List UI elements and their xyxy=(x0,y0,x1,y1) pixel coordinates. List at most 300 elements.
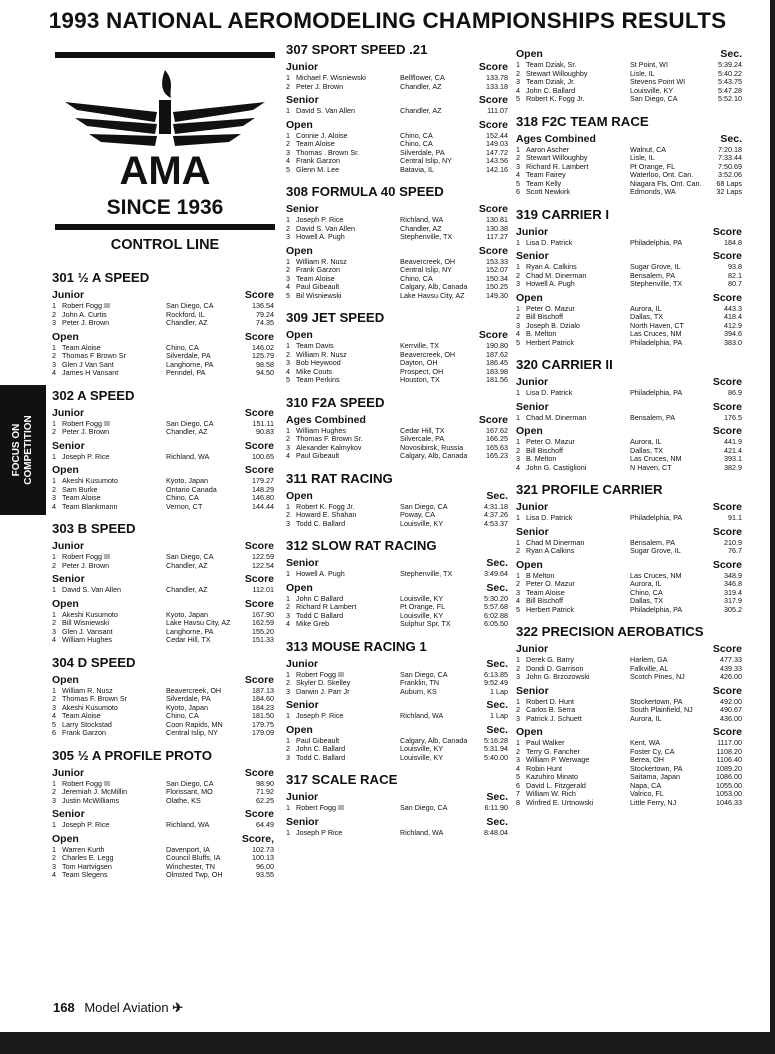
placing: 3 xyxy=(516,77,520,86)
side-tab-line1: FOCUS ON xyxy=(11,423,22,477)
event-block xyxy=(516,624,742,807)
placing: 3 xyxy=(516,279,520,288)
result-row xyxy=(52,619,274,628)
score-unit-label: Score xyxy=(244,597,274,610)
class-label: Senior xyxy=(286,94,319,106)
score-unit-label: Score xyxy=(478,118,508,131)
result-value: 8:48.04 xyxy=(484,827,508,837)
placing: 3 xyxy=(286,686,290,696)
contestant-location: Houston, TX xyxy=(400,376,440,384)
result-value: 187.62 xyxy=(486,349,508,359)
contestant-location: Niagara Fls, Ont. Can. xyxy=(630,179,702,188)
contestant-location: Franklin, TN xyxy=(400,679,440,687)
result-row xyxy=(516,322,742,331)
event-block xyxy=(286,639,508,763)
contestant-name: Stewart Willoughby xyxy=(526,154,588,162)
result-value: 5:52.10 xyxy=(718,94,742,103)
contestant-location: Falkville, AL xyxy=(630,664,669,673)
result-value: 93.8 xyxy=(728,262,742,271)
result-row xyxy=(286,351,508,360)
ama-logo xyxy=(55,52,275,230)
result-row xyxy=(516,61,742,70)
contestant-location: Louisville, KY xyxy=(400,594,444,603)
score-unit-label: Score, xyxy=(241,832,274,845)
contestant-location: Lisle, IL xyxy=(630,154,655,162)
contestant-location: Batavia, IL xyxy=(400,165,434,174)
score-unit-label: Sec. xyxy=(720,132,742,145)
placing: 2 xyxy=(516,579,520,588)
class-header xyxy=(516,401,742,413)
contestant-name: Paul Gibeault xyxy=(296,452,340,460)
contestant-name: Michael F. Wisniewski xyxy=(296,74,366,82)
contestant-location: Stevens Point WI xyxy=(630,78,686,86)
contestant-name: Team Dziak, Jr. xyxy=(526,78,576,86)
result-row xyxy=(286,745,508,754)
class-group xyxy=(52,289,274,328)
contestant-location: St Point, WI xyxy=(630,61,668,69)
event-title: 320 CARRIER II xyxy=(516,357,613,372)
class-header xyxy=(286,791,508,803)
contestant-location: Langhorne, PA xyxy=(166,360,214,369)
score-unit-label: Score xyxy=(478,203,508,215)
contestant-location: San Diego, CA xyxy=(400,502,448,511)
contestant-name: Peter J. Brown xyxy=(62,428,110,436)
score-unit-label: Sec. xyxy=(486,815,508,828)
result-value: 93.55 xyxy=(256,870,274,879)
class-header xyxy=(52,833,274,845)
placing: 5 xyxy=(286,290,290,300)
class-group xyxy=(516,250,742,289)
score-unit-label: Score xyxy=(712,684,742,697)
contestant-location: Chandler, AZ xyxy=(166,319,208,327)
class-header xyxy=(52,573,274,585)
result-row xyxy=(516,782,742,791)
placing: 3 xyxy=(516,587,520,597)
result-row xyxy=(52,361,274,370)
contestant-name: Joseph P. Rice xyxy=(62,821,110,829)
result-row xyxy=(286,435,508,444)
left-wing-icon xyxy=(65,102,157,146)
result-row xyxy=(286,149,508,158)
placing: 1 xyxy=(286,215,290,224)
contestant-name: William R. Nusz xyxy=(296,350,347,359)
contestant-name: John C. Ballard xyxy=(526,86,576,95)
contestant-location: Louisville, KY xyxy=(400,753,444,762)
result-value: 1055.00 xyxy=(716,780,742,790)
placing: 3 xyxy=(52,318,56,327)
contestant-location: Philadelphia, PA xyxy=(630,238,683,247)
contestant-location: Langhorne, PA xyxy=(166,627,214,636)
contestant-location: Pt Orange, FL xyxy=(400,603,446,611)
result-value: 6:11.90 xyxy=(484,803,508,812)
result-value: 1086.00 xyxy=(716,772,742,781)
result-value: 74.35 xyxy=(256,318,274,327)
contestant-name: William R. Nusz xyxy=(62,686,113,695)
contestant-name: Joseph P. Rice xyxy=(62,452,110,461)
contestant-name: Joseph P Rice xyxy=(296,828,343,837)
contestant-name: Chad M. Dinerman xyxy=(526,413,587,422)
contestant-location: Cedar Hill, TX xyxy=(400,426,445,435)
result-value: 142.16 xyxy=(486,164,508,174)
contestant-name: Skyler D. Skelley xyxy=(296,679,351,687)
contestant-name: Chad M. Dinerman xyxy=(526,271,587,280)
placing: 4 xyxy=(516,596,520,605)
contestant-location: Scotch Pines, NJ xyxy=(630,673,685,681)
class-group xyxy=(286,61,508,91)
contestant-name: Ryan A. Calkins xyxy=(526,263,577,271)
placing: 2 xyxy=(52,309,56,319)
result-row xyxy=(286,107,508,116)
class-group xyxy=(52,540,274,570)
result-row xyxy=(286,688,508,697)
placing: 2 xyxy=(286,223,290,233)
placing: 2 xyxy=(516,153,520,162)
class-label: Ages Combined xyxy=(516,132,596,145)
result-value: 5:47.28 xyxy=(718,85,742,95)
contestant-name: Chad M Dinerman xyxy=(526,538,585,547)
class-label: Junior xyxy=(516,376,549,388)
result-row xyxy=(52,428,274,437)
class-group xyxy=(286,203,508,242)
contestant-name: Carlos B. Serra xyxy=(526,706,576,714)
contestant-name: Thomas . Brown Sr. xyxy=(296,148,360,157)
contestant-location: Pt Orange, FL xyxy=(630,162,676,171)
contestant-name: David S. Van Allen xyxy=(296,224,355,233)
placing: 1 xyxy=(286,803,290,812)
placing: 3 xyxy=(286,442,290,452)
result-row xyxy=(516,656,742,665)
placing: 2 xyxy=(52,560,56,570)
contestant-name: Warren Kurth xyxy=(62,845,105,854)
result-value: 146.80 xyxy=(252,493,274,502)
result-row xyxy=(516,748,742,757)
result-value: 152.07 xyxy=(486,265,508,274)
class-header xyxy=(516,376,742,388)
contestant-name: Charles E. Legg xyxy=(62,854,114,862)
result-value: 6:05.50 xyxy=(484,619,508,628)
placing: 2 xyxy=(52,853,56,862)
result-row xyxy=(516,739,742,748)
result-row xyxy=(286,132,508,141)
logo-ama-text: AMA xyxy=(119,149,211,193)
result-value: 492.00 xyxy=(720,696,742,706)
contestant-name: John G. Brzozowski xyxy=(526,673,590,681)
contestant-name: Thomas F. Brown Sr. xyxy=(296,435,363,443)
contestant-location: Vernon, CT xyxy=(166,502,203,511)
class-group xyxy=(516,726,742,807)
result-row xyxy=(286,603,508,612)
contestant-location: Prospect, OH xyxy=(400,367,444,376)
contestant-name: Terry G. Fancher xyxy=(526,747,580,756)
result-value: 418.4 xyxy=(724,312,742,321)
result-row xyxy=(516,464,742,473)
placing: 1 xyxy=(286,735,290,745)
contestant-name: Team Blankmann xyxy=(62,502,118,511)
placing: 1 xyxy=(52,451,56,461)
contestant-location: San Diego, CA xyxy=(400,670,448,679)
result-row xyxy=(52,503,274,512)
contestant-name: Todd C. Ballard xyxy=(296,519,346,528)
result-row xyxy=(286,258,508,267)
result-value: 6:02.88 xyxy=(484,610,508,620)
contestant-name: William Hughes xyxy=(62,636,112,644)
class-group xyxy=(286,816,508,838)
score-unit-label: Score xyxy=(244,464,274,476)
contestant-location: Chino, CA xyxy=(166,712,199,720)
contestant-location: Auburn, KS xyxy=(400,687,437,696)
result-value: 184.8 xyxy=(724,237,742,247)
class-group xyxy=(516,559,742,615)
class-header xyxy=(286,245,508,257)
result-value: 436.00 xyxy=(720,713,742,723)
result-value: 94.50 xyxy=(256,368,274,377)
result-value: 1108.20 xyxy=(716,746,742,756)
contestant-location: Richland, WA xyxy=(400,216,444,224)
placing: 5 xyxy=(286,375,290,384)
placing: 1 xyxy=(286,593,290,603)
placing: 1 xyxy=(286,341,290,350)
result-value: 122.54 xyxy=(252,560,274,570)
contestant-location: Lake Havsu City, AZ xyxy=(400,291,465,300)
contestant-location: San Diego, CA xyxy=(166,419,214,428)
class-label: Senior xyxy=(52,573,85,585)
result-row xyxy=(286,166,508,175)
contestant-location: Stockertown, PA xyxy=(630,764,683,773)
placing: 5 xyxy=(516,94,520,103)
result-value: 1117.00 xyxy=(717,738,742,747)
contestant-name: Paul Gibeault xyxy=(296,736,340,745)
result-row xyxy=(52,797,274,806)
contestant-name: Robert Fogg III xyxy=(62,302,110,310)
result-value: 5:40.00 xyxy=(484,752,508,762)
result-row xyxy=(52,586,274,595)
contestant-location: San Diego, CA xyxy=(166,553,214,561)
contestant-name: Akeshi Kusumoto xyxy=(62,477,118,485)
class-header xyxy=(516,643,742,655)
placing: 1 xyxy=(286,827,290,837)
result-value: 100.13 xyxy=(252,853,274,862)
contestant-name: Howell A. Pugh xyxy=(296,233,345,241)
result-row xyxy=(52,704,274,713)
class-label: Ages Combined xyxy=(286,413,366,426)
result-row xyxy=(286,292,508,301)
class-header xyxy=(52,767,274,779)
placing: 3 xyxy=(286,358,290,367)
contestant-location: Sugar Grove, IL xyxy=(630,547,681,555)
result-value: 317.9 xyxy=(724,596,742,605)
placing: 2 xyxy=(286,510,290,519)
contestant-name: Team Perkins xyxy=(296,376,340,384)
contestant-name: John C Ballard xyxy=(296,594,344,603)
placing: 2 xyxy=(52,484,56,494)
result-row xyxy=(286,620,508,629)
score-unit-label: Sec. xyxy=(486,557,508,569)
placing: 1 xyxy=(52,552,56,561)
placing: 5 xyxy=(516,337,520,347)
score-unit-label: Score xyxy=(244,673,274,686)
placing: 1 xyxy=(516,437,520,446)
logo-bottom-rule xyxy=(55,224,275,230)
placing: 2 xyxy=(286,434,290,443)
contestant-location: Dallas, TX xyxy=(630,313,664,321)
class-group xyxy=(286,245,508,301)
placing: 1 xyxy=(52,778,56,788)
placing: 4 xyxy=(516,85,520,95)
contestant-name: David L. Fitzgerald xyxy=(526,781,586,790)
class-group xyxy=(286,582,508,629)
placing: 1 xyxy=(516,570,520,580)
result-value: 4:53.37 xyxy=(484,518,508,528)
event-block xyxy=(516,482,742,614)
class-group xyxy=(52,808,274,830)
class-label: Junior xyxy=(286,657,319,670)
contestant-location: Central Islip, NY xyxy=(400,157,452,165)
event-block xyxy=(52,388,274,512)
contestant-name: Robert Fogg III xyxy=(62,419,110,428)
class-group xyxy=(52,573,274,595)
placing: 1 xyxy=(286,669,290,679)
result-row xyxy=(516,180,742,189)
event-block xyxy=(286,471,508,529)
placing: 4 xyxy=(516,170,520,179)
contestant-location: Bellflower, CA xyxy=(400,74,445,82)
contestant-name: Scott Newkirk xyxy=(526,188,570,196)
class-group xyxy=(286,94,508,116)
class-label: Open xyxy=(286,723,313,736)
contestant-name: Todd C. Ballard xyxy=(296,753,346,762)
result-value: 4:31.18 xyxy=(484,501,508,511)
contestant-location: Las Cruces, NM xyxy=(630,330,682,338)
contestant-name: Justin McWilliams xyxy=(62,796,120,805)
placing: 3 xyxy=(286,232,290,241)
class-label: Open xyxy=(286,489,313,502)
result-row xyxy=(52,729,274,738)
result-row xyxy=(52,712,274,721)
logo-top-rule xyxy=(55,52,275,58)
contestant-location: Chino, CA xyxy=(166,494,199,502)
contestant-location: Penndel, PA xyxy=(166,369,206,377)
score-unit-label: Sec. xyxy=(486,699,508,711)
event-block xyxy=(516,48,742,104)
class-label: Senior xyxy=(286,557,319,569)
placing: 1 xyxy=(286,711,290,720)
result-value: 62.25 xyxy=(256,795,274,805)
score-unit-label: Sec. xyxy=(720,48,742,60)
result-row xyxy=(516,799,742,808)
result-row xyxy=(52,319,274,328)
placing: 3 xyxy=(516,320,520,330)
result-row xyxy=(286,712,508,721)
result-value: 443.3 xyxy=(724,303,742,313)
class-label: Open xyxy=(52,832,79,845)
result-row xyxy=(516,87,742,96)
event-title: 319 CARRIER I xyxy=(516,206,610,222)
contestant-location: Saitama, Japan xyxy=(630,773,680,781)
contestant-name: Tom Hartvigsen xyxy=(62,862,112,871)
placing: 3 xyxy=(286,273,290,283)
contestant-location: Bensalem, PA xyxy=(630,271,676,280)
placing: 2 xyxy=(286,81,290,91)
result-row xyxy=(286,376,508,385)
contestant-location: Stephenville, TX xyxy=(400,570,453,578)
placing: 3 xyxy=(286,752,290,762)
class-header xyxy=(516,501,742,513)
contestant-name: Lisa D. Patrick xyxy=(526,238,573,247)
result-value: 477.33 xyxy=(720,655,742,664)
contestant-name: Bill Bischoff xyxy=(526,446,564,455)
result-value: 187.13 xyxy=(252,685,274,695)
class-group xyxy=(52,833,274,880)
class-label: Open xyxy=(286,329,313,341)
contestant-location: Winchester, TN xyxy=(166,862,215,871)
placing: 2 xyxy=(516,546,520,555)
event-title: 307 SPORT SPEED .21 xyxy=(286,42,428,57)
contestant-location: Aurora, IL xyxy=(630,304,662,313)
contestant-name: William P. Werwage xyxy=(526,756,590,764)
class-header xyxy=(52,674,274,686)
contestant-name: Derek G. Barry xyxy=(526,656,574,664)
class-group xyxy=(52,331,274,378)
score-unit-label: Sec. xyxy=(486,791,508,803)
torch-flame-icon xyxy=(162,70,171,98)
class-header xyxy=(286,724,508,736)
result-value: 181.56 xyxy=(486,375,508,384)
placing: 2 xyxy=(516,705,520,714)
contestant-name: Team Fairey xyxy=(526,171,566,179)
score-unit-label: Score xyxy=(712,558,742,571)
result-value: 130.81 xyxy=(486,215,508,224)
placing: 1 xyxy=(516,696,520,706)
placing: 3 xyxy=(516,161,520,171)
placing: 1 xyxy=(286,569,290,578)
result-row xyxy=(516,715,742,724)
result-row xyxy=(516,606,742,615)
result-value: 5:43.75 xyxy=(718,77,742,86)
placing: 2 xyxy=(516,746,520,756)
class-header xyxy=(516,726,742,738)
contestant-location: Richland, WA xyxy=(166,452,210,461)
score-unit-label: Score xyxy=(712,291,742,304)
right-wing-icon xyxy=(173,102,265,146)
class-header xyxy=(52,540,274,552)
class-label: Junior xyxy=(286,791,319,803)
placing: 2 xyxy=(52,427,56,436)
class-group xyxy=(52,464,274,511)
contestant-location: Poway, CA xyxy=(400,511,436,519)
contestant-location: Stephenville, TX xyxy=(400,233,453,241)
placing: 3 xyxy=(286,518,290,528)
placing: 1 xyxy=(286,425,290,435)
result-row xyxy=(286,520,508,529)
result-value: 394.6 xyxy=(724,329,742,338)
class-group xyxy=(52,674,274,738)
placing: 4 xyxy=(286,451,290,460)
result-value: 133.18 xyxy=(486,81,508,91)
placing: 2 xyxy=(52,618,56,627)
placing: 2 xyxy=(516,663,520,673)
score-unit-label: Score xyxy=(712,400,742,413)
placing: 1 xyxy=(516,60,520,69)
contestant-location: Olmsted Twp, OH xyxy=(166,871,223,879)
result-value: 166.25 xyxy=(486,434,508,443)
class-label: Senior xyxy=(286,699,319,711)
placing: 1 xyxy=(516,513,520,522)
contestant-name: Team Slegens xyxy=(62,871,108,879)
placing: 4 xyxy=(516,329,520,338)
class-header xyxy=(286,490,508,502)
contestant-name: David S. Van Allen xyxy=(296,107,355,115)
result-row xyxy=(286,275,508,284)
